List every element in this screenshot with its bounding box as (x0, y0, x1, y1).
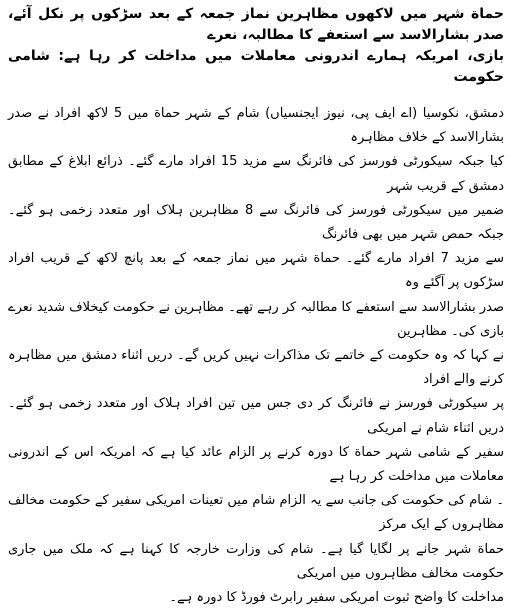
headline-line: حماة شہر میں لاکھوں مظاہرین نماز جمعہ کے بعد سڑکوں پر نکل آئے، صدر بشارالاسد سے استعفے کا مطالبہ، نعرے (8, 6, 504, 43)
body-line: دمشق، نکوسیا (اے ایف پی، نیوز ایجنسیاں) شام کے شہر حماة میں 5 لاکھ افراد نے صدر بشارالاسد کے خلاف مظاہرہ (8, 106, 505, 146)
article-body (8, 102, 504, 610)
body-line: حماة شہر جانے پر لگایا گیا ہے۔ شام کی وزارت خارجہ کا کہنا ہے کہ ملک میں جاری حکومت مخالف مظاہروں میں امریکی (8, 541, 504, 581)
article-headline (8, 4, 504, 88)
body-line: نے کہا کہ وہ حکومت کے خاتمے تک مذاکرات نہیں کریں گے۔ دریں اثناء دمشق میں مظاہرہ کرنے والے افراد (8, 348, 504, 388)
body-line: صدر بشارالاسد سے استعفے کا مطالبہ کر رہے تھے۔ مظاہرین نے حکومت کیخلاف شدید نعرے بازی کی۔ مظاہرین (8, 299, 504, 339)
headline-line: بازی، امریکہ ہمارے اندرونی معاملات میں مداخلت کر رہا ہے: شامی حکومت (8, 48, 504, 85)
spacer (8, 88, 504, 102)
body-line: سفیر کے شامی شہر حماة کا دورہ کرنے پر الزام عائد کیا ہے کہ امریکہ اس کے اندرونی معاملات میں مداخلت کر رہا ہے (8, 444, 504, 485)
body-line: ضمیر میں سیکورٹی فورسز کی فائرنگ سے 8 مظاہرین ہلاک اور متعدد زخمی ہو گئے۔ جبکہ حمص شہر میں بھی فائرنگ (8, 202, 504, 243)
body-line: ۔ شام کی حکومت کی جانب سے یہ الزام شام میں تعینات امریکی سفیر کے حکومت مخالف مظاہروں کے ایک مرکز (8, 493, 504, 533)
body-line: سے مزید 7 افراد مارے گئے۔ حماة شہر میں نماز جمعہ کے بعد پانچ لاکھ کے قریب افراد سڑکوں پر آگئے وہ (8, 251, 504, 291)
body-line: کیا جبکہ سیکورٹی فورسز کی فائرنگ سے مزید 15 افراد مارے گئے۔ ذرائع ابلاغ کے مطابق دمشق کے قریب شہر (8, 154, 505, 194)
body-line: پر سیکورٹی فورسز نے فائرنگ کر دی جس میں تین افراد ہلاک اور متعدد زخمی ہو گئے۔ دریں اثناء شام نے امریکی (8, 396, 504, 436)
body-line: مداخلت کا واضح ثبوت امریکی سفیر رابرٹ فورڈ کا دورہ ہے۔ (169, 590, 504, 606)
